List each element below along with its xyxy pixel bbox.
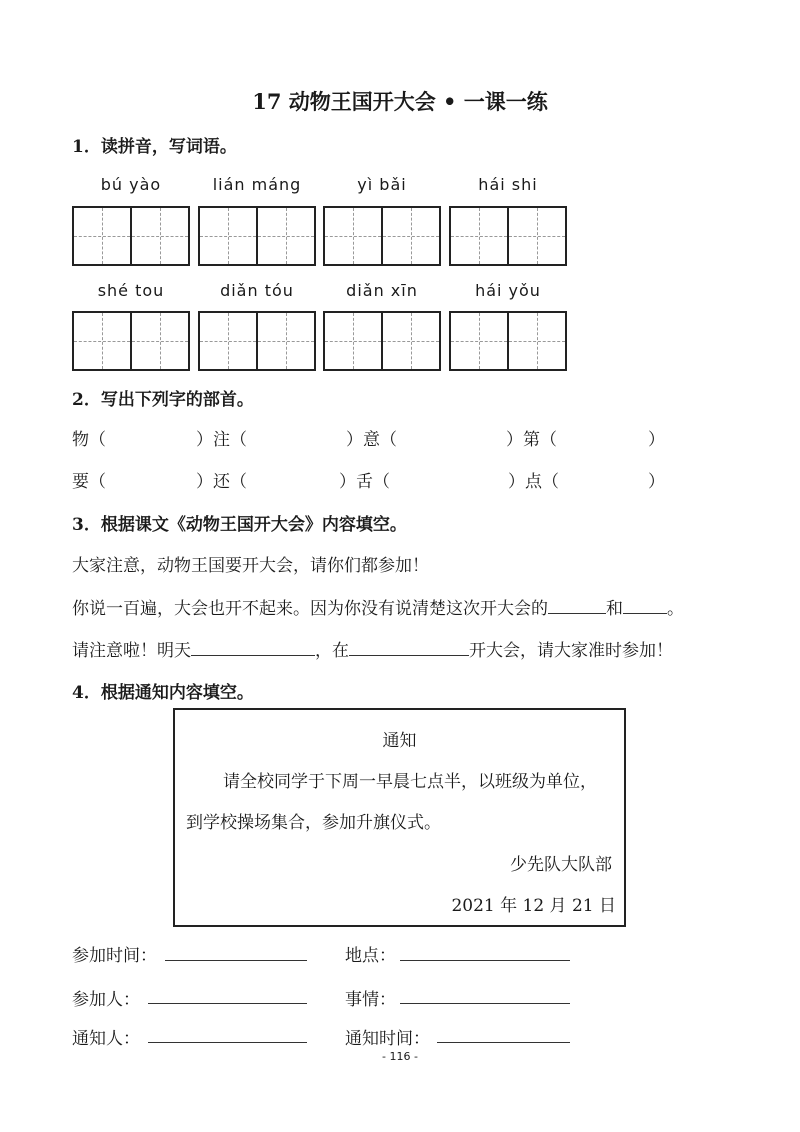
fill-blank-1[interactable] — [548, 613, 606, 614]
field-blank-matter[interactable] — [400, 1003, 570, 1004]
pinyin-3: yì bǎi — [357, 175, 407, 194]
pinyin-6: diǎn tóu — [220, 281, 294, 300]
writing-grid-4[interactable] — [449, 206, 567, 266]
question-2-heading: 2．写出下列字的部首。 — [72, 390, 254, 410]
radical-item-4: ）第（ — [506, 430, 557, 450]
radical-item-2: ）注（ — [196, 430, 247, 450]
field-label-matter: 事情： — [345, 990, 396, 1010]
passage-and: 和 — [606, 599, 623, 619]
fill-blank-2[interactable] — [623, 613, 667, 614]
field-blank-notify-time[interactable] — [437, 1042, 570, 1043]
page-number: - 116 - — [382, 1050, 418, 1063]
pinyin-7: diǎn xīn — [346, 281, 418, 300]
writing-grid-8[interactable] — [449, 311, 567, 371]
passage-line-3 — [72, 636, 673, 661]
field-blank-notifier[interactable] — [148, 1042, 307, 1043]
writing-grid-6[interactable] — [198, 311, 316, 371]
field-blank-place[interactable] — [400, 960, 570, 961]
radical-item-9: ）点（ — [508, 472, 559, 492]
passage-line-2 — [72, 594, 684, 619]
passage-line-3-a: 请注意啦！明天 — [72, 641, 191, 661]
field-label-notify-time: 通知时间： — [345, 1029, 430, 1049]
question-1-heading: 1．读拼音，写词语。 — [72, 137, 237, 157]
radical-item-6: 要（ — [72, 472, 106, 492]
writing-grid-2[interactable] — [198, 206, 316, 266]
notice-box — [173, 708, 626, 927]
notice-body-line-1: 请全校同学于下周一早晨七点半，以班级为单位， — [223, 772, 597, 792]
pinyin-2: lián máng — [212, 175, 302, 194]
notice-date: 2021 年 12 月 21 日 — [451, 896, 616, 916]
notice-body-line-2: 到学校操场集合，参加升旗仪式。 — [186, 813, 441, 833]
writing-grid-5[interactable] — [72, 311, 190, 371]
field-label-notifier: 通知人： — [72, 1029, 140, 1049]
pinyin-4: hái shi — [478, 175, 538, 194]
field-label-time: 参加时间： — [72, 946, 157, 966]
writing-grid-3[interactable] — [323, 206, 441, 266]
pinyin-8: hái yǒu — [475, 281, 541, 300]
radical-item-8: ）舌（ — [339, 472, 390, 492]
radical-item-7: ）还（ — [196, 472, 247, 492]
notice-signature: 少先队大队部 — [510, 855, 612, 875]
passage-line-3-b: ，在 — [315, 641, 349, 661]
page-title: 17 动物王国开大会 • 一课一练 — [252, 89, 548, 114]
question-4-heading: 4．根据通知内容填空。 — [72, 683, 254, 703]
fill-blank-4[interactable] — [349, 655, 469, 656]
field-label-place: 地点： — [345, 946, 396, 966]
question-3-heading: 3．根据课文《动物王国开大会》内容填空。 — [72, 515, 407, 535]
field-label-people: 参加人： — [72, 990, 140, 1010]
passage-line-3-c: 开大会，请大家准时参加！ — [469, 641, 673, 661]
writing-grid-7[interactable] — [323, 311, 441, 371]
passage-line-1: 大家注意，动物王国要开大会，请你们都参加！ — [72, 556, 429, 576]
passage-period: 。 — [667, 599, 684, 619]
fill-blank-3[interactable] — [191, 655, 315, 656]
pinyin-1: bú yào — [100, 175, 162, 194]
radical-item-5: ） — [648, 430, 665, 450]
radical-item-10: ） — [648, 472, 665, 492]
notice-title: 通知 — [382, 731, 417, 751]
writing-grid-1[interactable] — [72, 206, 190, 266]
pinyin-5: shé tou — [97, 281, 165, 300]
radical-item-1: 物（ — [72, 430, 106, 450]
radical-item-3: ）意（ — [346, 430, 397, 450]
field-blank-time[interactable] — [165, 960, 307, 961]
field-blank-people[interactable] — [148, 1003, 307, 1004]
passage-line-2-text: 你说一百遍，大会也开不起来。因为你没有说清楚这次开大会的 — [72, 599, 548, 619]
